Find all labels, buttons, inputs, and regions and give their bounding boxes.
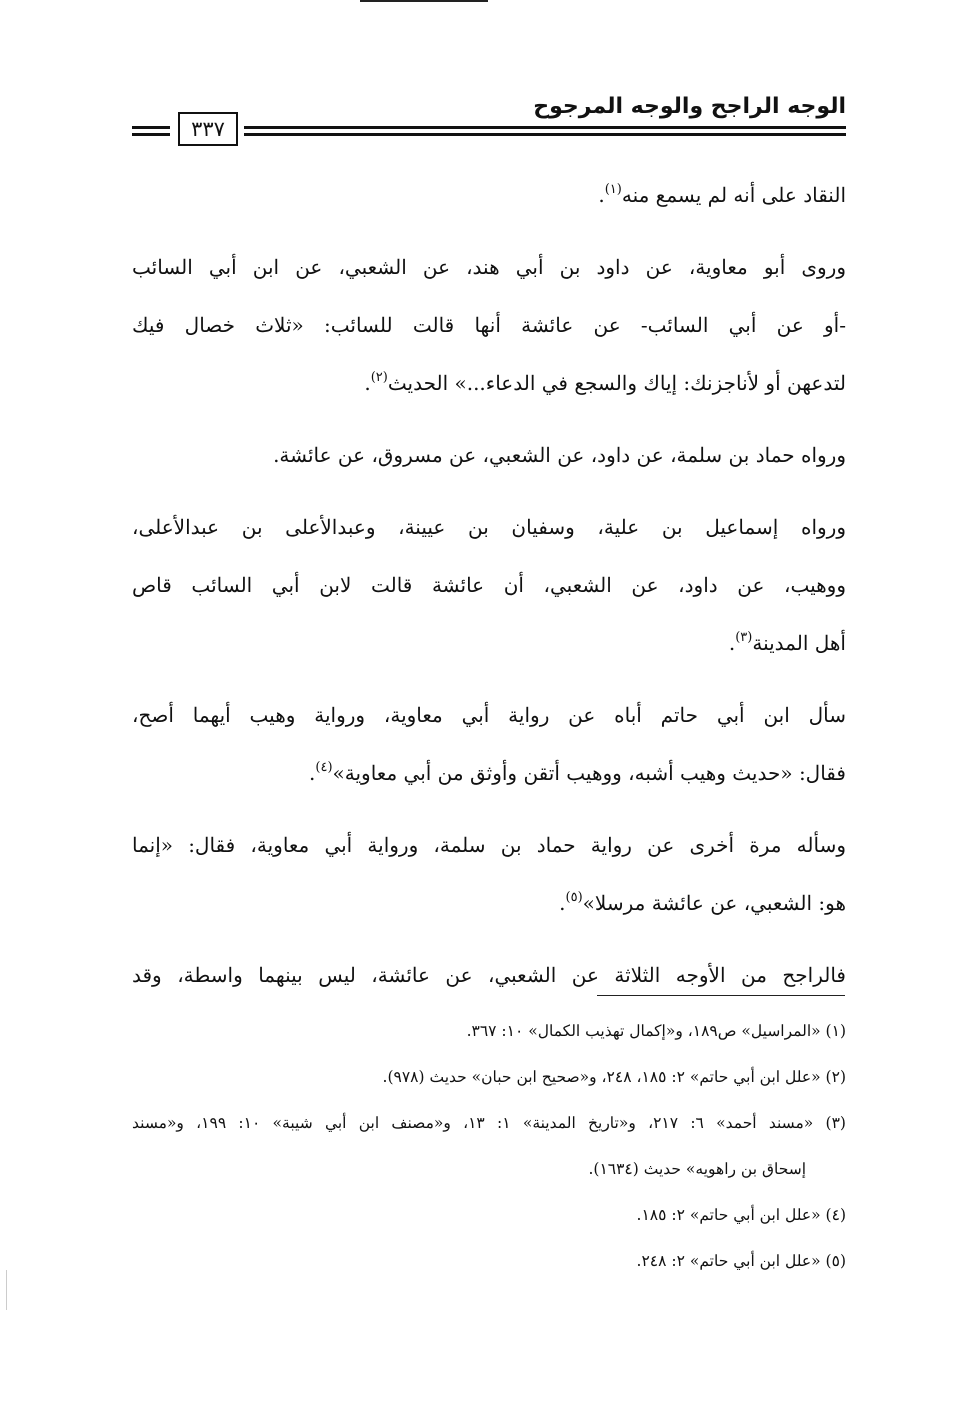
footnote: (١) «المراسيل» ص١٨٩، و«إكمال تهذيب الكمال» ١٠: ٣٦٧. xyxy=(466,1022,846,1040)
footnote-marker: (٥) xyxy=(565,890,583,905)
paragraph xyxy=(132,238,846,412)
text-run: . xyxy=(364,371,371,395)
text-run: هو: الشعبي، عن عائشة مرسلا» xyxy=(582,891,846,915)
footnote: (٤) «علل ابن أبي حاتم» ٢: ١٨٥. xyxy=(636,1206,846,1224)
text-run: . xyxy=(309,761,316,785)
running-title: الوجه الراجح والوجه المرجوح xyxy=(533,94,846,119)
paragraph xyxy=(132,498,846,672)
text-line xyxy=(132,354,846,412)
paragraph xyxy=(132,816,846,932)
text-line: ورواه حماد بن سلمة، عن داود، عن الشعبي، عن مسروق، عن عائشة. xyxy=(273,443,846,467)
text-run: . xyxy=(598,183,605,207)
text-line xyxy=(132,874,846,932)
footnote-marker: (١) xyxy=(604,182,622,197)
footnote: (٢) «علل ابن أبي حاتم» ٢: ١٨٥، ٢٤٨، و«صحيح ابن حبان» حديث (٩٧٨). xyxy=(382,1068,846,1086)
footnote-marker: (٢) xyxy=(370,370,388,385)
text-line: سأل ابن أبي حاتم أباه عن رواية أبي معاوية، ورواية وهيب أيهما أصح، xyxy=(132,703,846,727)
footnote-separator xyxy=(597,995,845,996)
top-edge-rule xyxy=(360,0,488,2)
text-run: لتدعهن أو لأناجزنك: إياك والسجع في الدعاء...» الحديث xyxy=(387,371,846,395)
text-line: -أو عن أبي السائب- عن عائشة أنها قالت للسائب: «ثلاث خصال فيك xyxy=(132,313,846,337)
text-line: وروى أبو معاوية، عن داود بن أبي هند، عن الشعبي، عن ابن أبي السائب xyxy=(132,255,846,279)
header-rule xyxy=(132,133,170,136)
header-rule xyxy=(244,133,846,136)
main-text xyxy=(132,166,846,1004)
footnote: (٥) «علل ابن أبي حاتم» ٢: ٢٤٨. xyxy=(636,1252,846,1270)
running-header xyxy=(132,92,846,148)
text-line: وسأله مرة أخرى عن رواية حماد بن سلمة، ورواية أبي معاوية، فقال: «إنما xyxy=(132,833,846,857)
header-rule xyxy=(244,126,846,129)
text-line xyxy=(132,166,846,224)
text-line: ورواه إسماعيل بن علية، وسفيان بن عيينة، وعبدالأعلى بن عبدالأعلى، xyxy=(132,515,846,539)
header-rule xyxy=(132,126,170,129)
text-line: فالراجح من الأوجه الثلاثة عن الشعبي، عن عائشة، ليس بينهما واسطة، وقد xyxy=(132,963,846,987)
text-run: . xyxy=(728,631,736,655)
page-number: ٣٣٧ xyxy=(178,112,238,146)
footnote: (٣) «مسند أحمد» ٦: ٢١٧، و«تاريخ المدينة» ١: ١٣، و«مصنف ابن أبي شيبة» ١٠: ١٩٩، و«مسند xyxy=(132,1114,846,1132)
paragraph xyxy=(132,686,846,802)
footnotes xyxy=(132,1008,846,1284)
footnote-marker: (٤) xyxy=(315,760,333,775)
paragraph xyxy=(132,166,846,224)
scan-margin-mark xyxy=(6,1270,7,1310)
text-run: أهل المدينة xyxy=(752,631,846,655)
text-run: النقاد على أنه لم يسمع منه xyxy=(621,183,846,207)
text-line: ووهيب، عن داود، عن الشعبي، أن عائشة قالت لابن أبي السائب قاص xyxy=(132,573,846,597)
paragraph xyxy=(132,426,846,484)
text-line xyxy=(132,744,846,802)
footnote-continuation: إسحاق بن راهويه» حديث (١٦٣٤). xyxy=(588,1160,806,1178)
footnote-marker: (٣) xyxy=(735,630,753,645)
text-run: . xyxy=(559,891,566,915)
text-line xyxy=(132,614,846,672)
text-run: فقال: «حديث وهيب أشبه، ووهيب أتقن وأوثق من أبي معاوية» xyxy=(332,761,846,785)
